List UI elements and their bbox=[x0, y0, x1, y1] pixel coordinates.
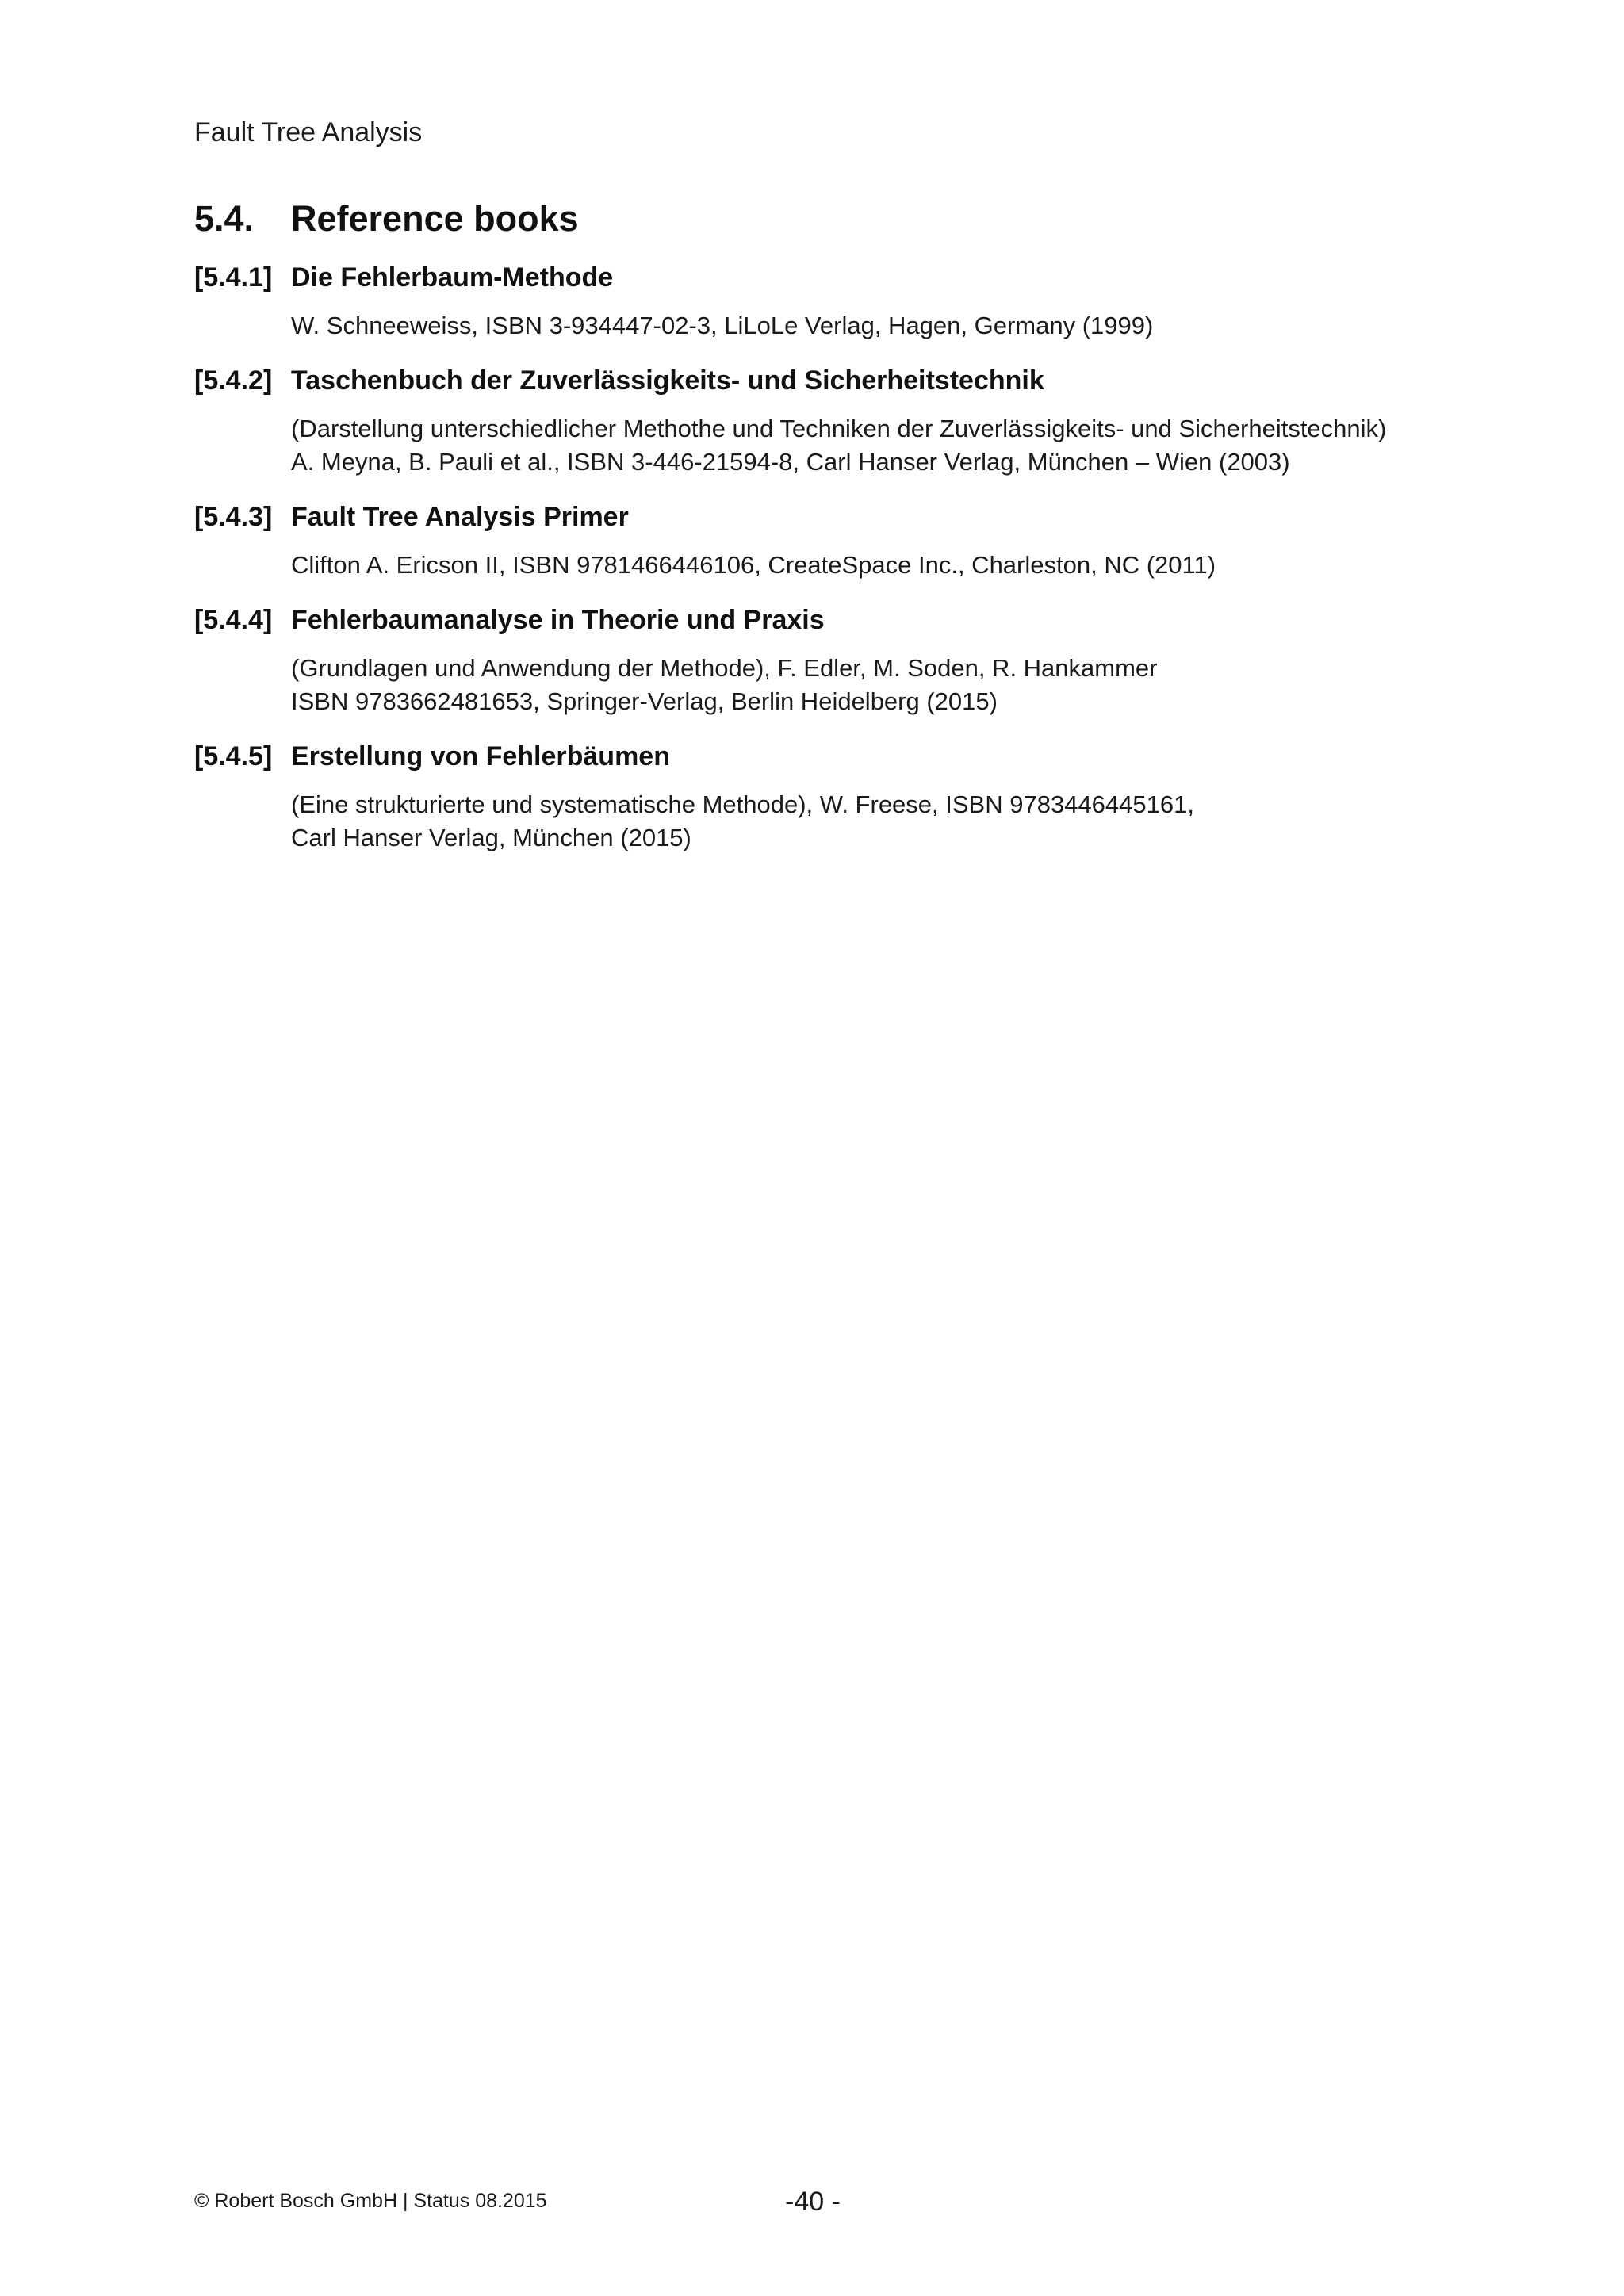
reference-entry bbox=[194, 603, 1463, 718]
reference-line: ISBN 9783662481653, Springer-Verlag, Berlin Heidelberg (2015) bbox=[291, 687, 998, 715]
reference-line: (Darstellung unterschiedlicher Methothe und Techniken der Zuverlässigkeits- und Sicherheitstechnik) bbox=[291, 415, 1387, 442]
reference-title: Fehlerbaumanalyse in Theorie und Praxis bbox=[291, 605, 825, 635]
section-number: 5.4. bbox=[194, 198, 255, 239]
reference-title: Taschenbuch der Zuverlässigkeits- und Sicherheitstechnik bbox=[291, 365, 1044, 396]
reference-line: W. Schneeweiss, ISBN 3-934447-02-3, LiLoLe Verlag, Hagen, Germany (1999) bbox=[291, 312, 1154, 339]
reference-details bbox=[291, 412, 1463, 479]
reference-details bbox=[291, 788, 1463, 855]
reference-heading bbox=[194, 260, 1463, 295]
reference-entry bbox=[194, 363, 1463, 479]
reference-title: Erstellung von Fehlerbäumen bbox=[291, 741, 670, 771]
reference-title: Fault Tree Analysis Primer bbox=[291, 502, 629, 532]
footer-page-number: -40 - bbox=[785, 2187, 841, 2217]
reference-heading bbox=[194, 739, 1463, 774]
section-heading bbox=[194, 195, 579, 243]
reference-tag: [5.4.2] bbox=[194, 365, 273, 396]
reference-details bbox=[291, 309, 1463, 342]
reference-tag: [5.4.1] bbox=[194, 262, 273, 293]
reference-line: A. Meyna, B. Pauli et al., ISBN 3-446-21594-8, Carl Hanser Verlag, München – Wien (2003) bbox=[291, 448, 1290, 476]
reference-heading bbox=[194, 363, 1463, 398]
reference-tag: [5.4.5] bbox=[194, 741, 273, 771]
reference-heading bbox=[194, 603, 1463, 637]
footer-copyright: © Robert Bosch GmbH | Status 08.2015 bbox=[194, 2190, 547, 2212]
reference-entry bbox=[194, 739, 1463, 855]
reference-line: (Grundlagen und Anwendung der Methode), F. Edler, M. Soden, R. Hankammer bbox=[291, 654, 1158, 682]
reference-entry bbox=[194, 499, 1463, 582]
reference-line: (Eine strukturierte und systematische Methode), W. Freese, ISBN 9783446445161, bbox=[291, 790, 1194, 818]
reference-details bbox=[291, 549, 1463, 582]
reference-details bbox=[291, 652, 1463, 718]
reference-entry bbox=[194, 260, 1463, 342]
running-header: Fault Tree Analysis bbox=[194, 117, 423, 147]
reference-tag: [5.4.3] bbox=[194, 502, 273, 532]
reference-tag: [5.4.4] bbox=[194, 605, 273, 635]
reference-heading bbox=[194, 499, 1463, 534]
reference-line: Carl Hanser Verlag, München (2015) bbox=[291, 824, 691, 851]
section-title: Reference books bbox=[291, 198, 579, 239]
reference-title: Die Fehlerbaum-Methode bbox=[291, 262, 614, 293]
reference-line: Clifton A. Ericson II, ISBN 9781466446106, CreateSpace Inc., Charleston, NC (2011) bbox=[291, 551, 1216, 579]
